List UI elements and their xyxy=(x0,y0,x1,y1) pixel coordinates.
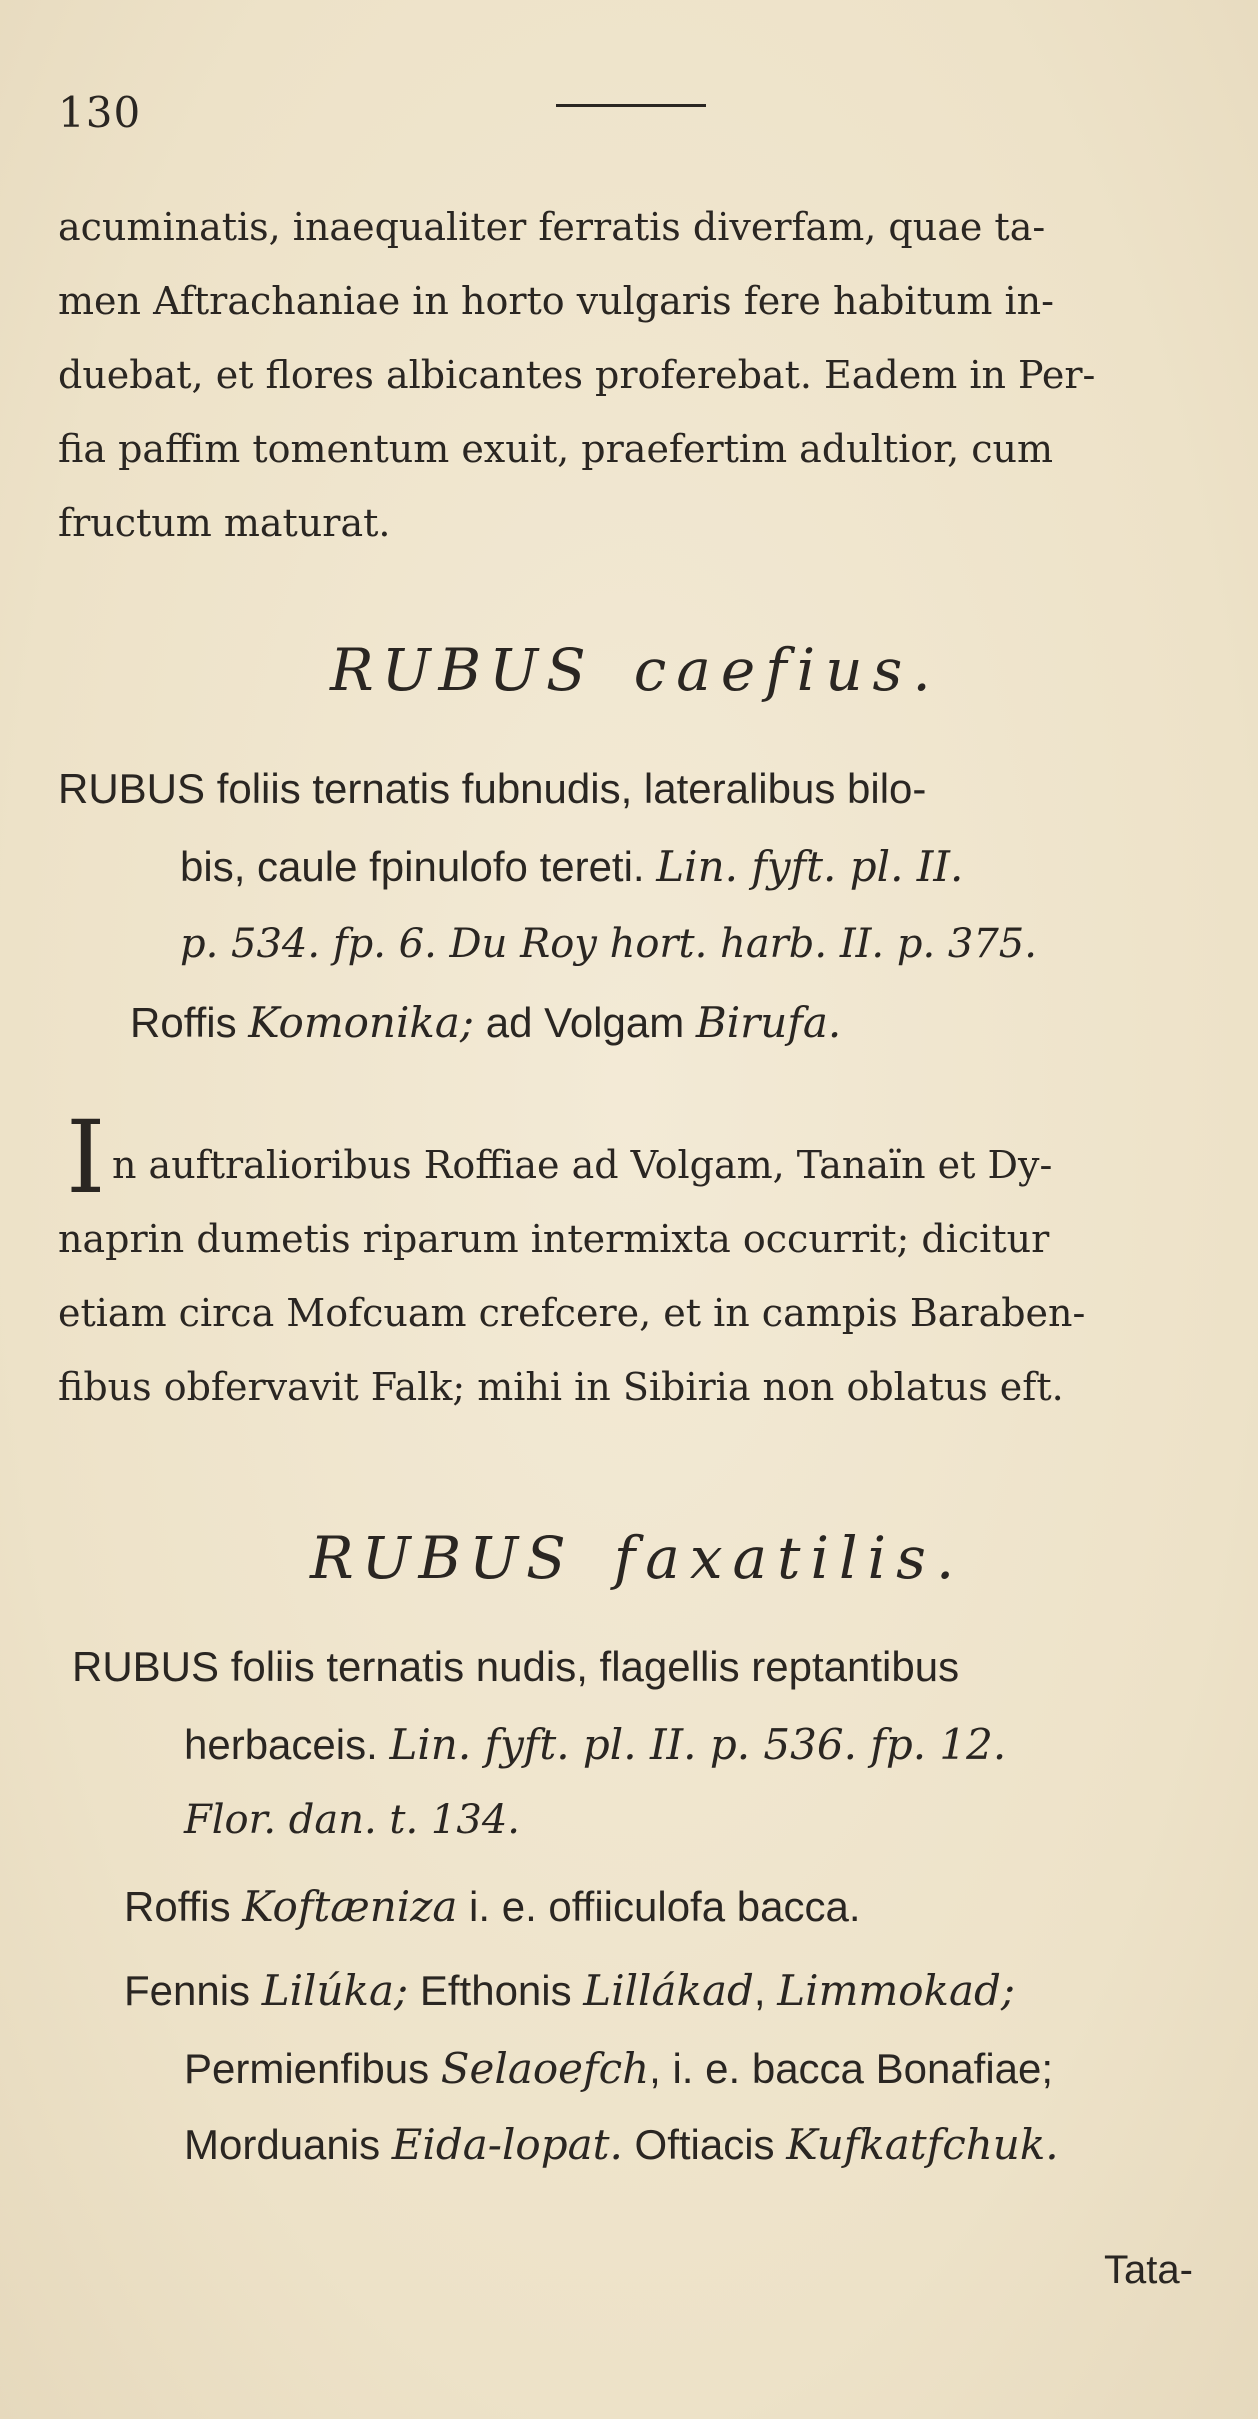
citation: Lin. fyft. pl. II. xyxy=(656,842,964,891)
citation: Lin. fyft. pl. II. p. 536. fp. 12. xyxy=(389,1720,1007,1769)
vernacular-name: Selaoefch xyxy=(440,2044,650,2093)
line-text: Oftiacis xyxy=(622,2121,787,2168)
heading-species: caefius. xyxy=(633,636,941,704)
text-line: fibus obfervavit Falk; mihi in Sibiria non oblatus eft. xyxy=(58,1365,1064,1409)
text-line: etiam circa Mofcuam crefcere, et in campis Baraben- xyxy=(58,1291,1086,1335)
drop-cap: I xyxy=(66,1099,106,1216)
heading-genus: RUBUS xyxy=(310,1524,574,1592)
vernacular-name: Birufa. xyxy=(695,998,842,1047)
description-line xyxy=(58,765,927,812)
text-line: duebat, et flores albicantes proferebat. Eadem in Per- xyxy=(58,353,1096,397)
vernacular-name: Komonika; xyxy=(248,998,475,1047)
page-number: 130 xyxy=(58,88,142,137)
line-text: herbaceis. xyxy=(184,1721,390,1768)
vernacular-name: Eida-lopat. xyxy=(391,2120,623,2169)
citation: Flor. dan. t. 134. xyxy=(184,1797,520,1843)
text-line: n auftralioribus Roffiae ad Volgam, Tanaïn et Dy- xyxy=(112,1143,1053,1187)
vernacular-name: Lilúka; xyxy=(261,1966,409,2015)
vernacular-name: Limmokad; xyxy=(777,1966,1016,2015)
text-line: fructum maturat. xyxy=(58,501,391,545)
header-rule xyxy=(556,104,706,107)
line-text: foliis ternatis nudis, flagellis reptantibus xyxy=(219,1643,960,1690)
citation: p. 534. fp. 6. Du Roy hort. harb. II. p. 375. xyxy=(180,921,1037,967)
line-text: i. e. offiiculofa bacca. xyxy=(457,1883,861,1930)
description-line xyxy=(180,921,1037,967)
heading-genus: RUBUS xyxy=(330,636,594,704)
line-text: , xyxy=(753,1967,778,2014)
section-heading xyxy=(310,1524,964,1592)
text-line: fia paffim tomentum exuit, praefertim adultior, cum xyxy=(58,427,1054,471)
line-text: Roffis xyxy=(130,999,249,1046)
line-text: bis, caule fpinulofo tereti. xyxy=(180,843,657,890)
vernacular-line xyxy=(124,1882,861,1931)
genus-lead: RUBUS xyxy=(58,765,206,812)
text-line: men Aftrachaniae in horto vulgaris fere habitum in- xyxy=(58,279,1054,323)
heading-species: faxatilis. xyxy=(613,1524,965,1592)
vernacular-name: Kufkatfchuk. xyxy=(786,2120,1059,2169)
line-text: foliis ternatis fubnudis, lateralibus bilo- xyxy=(205,765,927,812)
description-line xyxy=(184,1720,1007,1769)
line-text: Morduanis xyxy=(184,2121,392,2168)
text-line: naprin dumetis riparum intermixta occurrit; dicitur xyxy=(58,1217,1050,1261)
vernacular-name: Lillákad xyxy=(583,1966,754,2015)
catchword: Tata- xyxy=(1104,2248,1193,2292)
vernacular-line xyxy=(124,1966,1016,2015)
section-heading xyxy=(330,636,941,704)
vernacular-line xyxy=(130,998,842,1047)
description-line xyxy=(72,1643,960,1690)
line-text: Efthonis xyxy=(408,1967,584,2014)
text-line: acuminatis, inaequaliter ferratis diverfam, quae ta- xyxy=(58,205,1046,249)
line-text: Fennis xyxy=(124,1967,262,2014)
description-line xyxy=(184,1797,520,1843)
line-text: ad Volgam xyxy=(474,999,696,1046)
description-line xyxy=(180,842,964,891)
genus-lead: RUBUS xyxy=(72,1643,220,1690)
line-text: Roffis xyxy=(124,1883,243,1930)
vernacular-name: Koftæniza xyxy=(242,1882,458,1931)
line-text: , i. e. bacca Bonafiae; xyxy=(649,2045,1054,2092)
vernacular-line xyxy=(184,2120,1059,2169)
line-text: Permienfibus xyxy=(184,2045,441,2092)
vernacular-line xyxy=(184,2044,1054,2093)
